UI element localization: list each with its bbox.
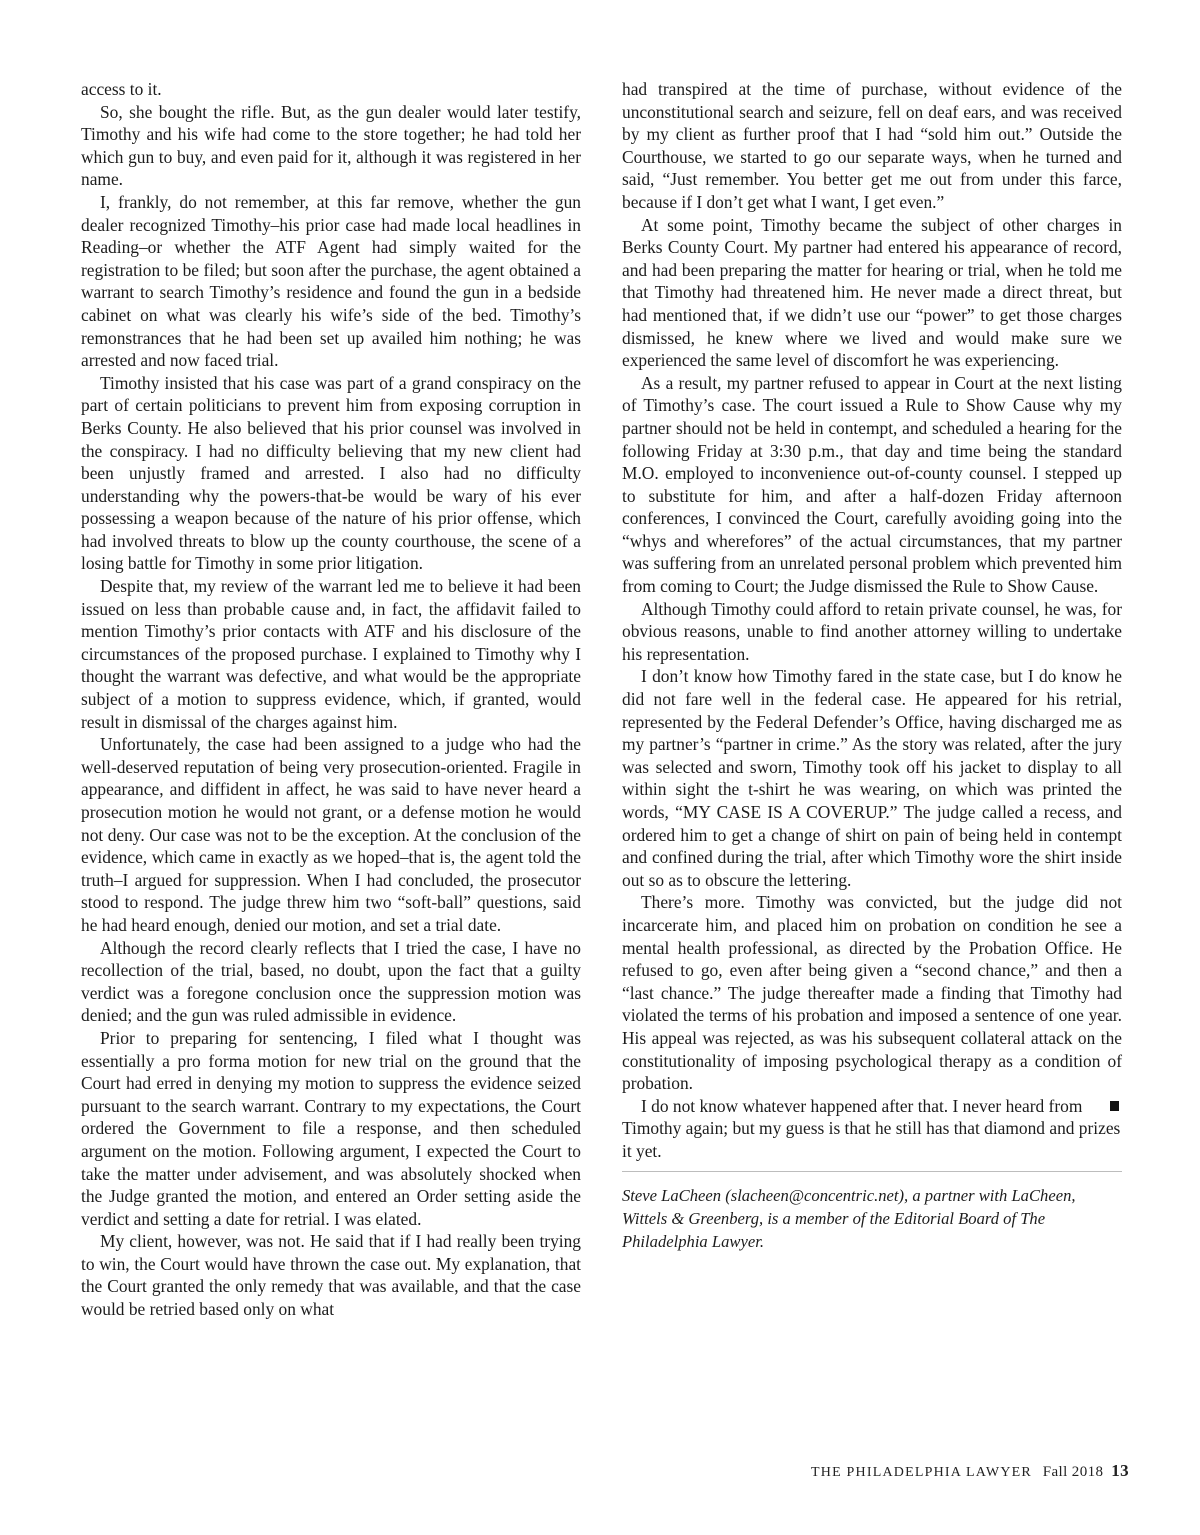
paragraph: As a result, my partner refused to appear in Court at the next listing of Timothy’s case. The court issued a Rule to Show Cause why my partner should not be held in contempt, and scheduled a hearing for the following Friday at 3:30 p.m., that day and time being the standard M.O. employed to inconvenience out-of-county counsel. I stepped up to substitute for him, and after a half-dozen Friday afternoon conferences, I convinced the Court, carefully avoiding going into the “whys and wherefores” of the actual circumstances, that my partner was suffering from an unrelated personal problem which prevented him from coming to Court; the Judge dismissed the Rule to Show Cause. [622,372,1122,597]
paragraph: So, she bought the rifle. But, as the gun dealer would later testify, Timothy and his wife had come to the store together; he had told her which gun to buy, and even paid for it, although it was registered in her name. [81,101,581,190]
page-number: 13 [1111,1461,1129,1480]
closing-text: I do not know whatever happened after that. I never heard from Timothy again; but my guess is that he still has that diamond and prizes it yet. [622,1095,1121,1161]
paragraph: My client, however, was not. He said that if I had really been trying to win, the Court would have thrown the case out. My explanation, that the Court granted the only remedy that was available, and that the case would be retried based only on what [81,1231,581,1320]
end-of-article-mark [1110,1101,1119,1111]
right-column [622,78,1122,1253]
paragraph: Although Timothy could afford to retain private counsel, he was, for obvious reasons, unable to find another attorney willing to undertake his representation. [622,598,1122,664]
publication-name: THE PHILADELPHIA LAWYER [811,1465,1032,1480]
paragraph: At some point, Timothy became the subject of other charges in Berks County Court. My partner had entered his appearance of record, and had been preparing the matter for hearing or trial, when he told me that Timothy had threatened him. He never made a direct threat, but had mentioned that, if we didn’t use our “power” to get those charges dismissed, he knew where we lived and would make sure we experienced the same level of discomfort he was experiencing. [622,214,1122,371]
paragraph: There’s more. Timothy was convicted, but the judge did not incarcerate him, and placed him on probation on condition he see a mental health professional, as directed by the Probation Office. He refused to go, even after being given a “second chance,” and then a “last chance.” The judge thereafter made a finding that Timothy had violated the terms of his probation and imposed a sentence of one year. His appeal was rejected, as was his subsequent collateral attack on the constitutionality of imposing psychological therapy as a condition of probation. [622,892,1122,1094]
paragraph: Although the record clearly reflects that I tried the case, I have no recollection of the trial, based, no doubt, upon the fact that a guilty verdict was a foregone conclusion once the suppression motion was denied; and the gun was ruled admissible in evidence. [81,937,581,1026]
author-bio: Steve LaCheen (slacheen@concentric.net), a partner with LaCheen, Wittels & Greenberg, is a member of the Editorial Board of The Philadelphia Lawyer. [622,1185,1076,1251]
paragraph: Despite that, my review of the warrant led me to believe it had been issued on less than probable cause and, in fact, the affidavit failed to mention Timothy’s prior contacts with ATF and his disclosure of the circumstances of the proposed purchase. I explained to Timothy why I thought the warrant was defective, and what would be the appropriate subject of a motion to suppress evidence, which, if granted, would result in dismissal of the charges against him. [81,576,581,732]
paragraph: Timothy insisted that his case was part of a grand conspiracy on the part of certain politicians to prevent him from exposing corruption in Berks County. He also believed that his prior counsel was involved in the conspiracy. I had no difficulty believing that my new client had been unjustly framed and arrested. I also had no difficulty understanding why the powers-that-be would be wary of his ever possessing a weapon because of the nature of his prior offense, which had involved threats to blow up the county courthouse, the scene of a losing battle for Timothy in some prior litigation. [81,372,581,574]
paragraph: Prior to preparing for sentencing, I filed what I thought was essentially a pro forma motion for new trial on the ground that the Court had erred in denying my motion to suppress the evidence seized pursuant to the search warrant. Contrary to my expectations, the Court ordered the Government to file a response, and then scheduled argument on the motion. Following argument, I expected the Court to take the matter under advisement, and was absolutely shocked when the Judge granted the motion, and entered an Order setting aside the verdict and setting a date for retrial. I was elated. [81,1027,581,1229]
paragraph: access to it. [81,79,162,99]
paragraph: Unfortunately, the case had been assigned to a judge who had the well-deserved reputation of being very prosecution-oriented. Fragile in appearance, and diffident in affect, he was said to have never heard a prosecution motion he would not grant, or a defense motion he would not deny. Our case was not to be the exception. At the conclusion of the evidence, which came in exactly as we hoped–that is, the agent told the truth–I argued for suppression. When I had concluded, the prosecutor stood to respond. The judge threw him two “soft-ball” questions, said he had heard enough, denied our motion, and set a trial date. [81,734,581,935]
paragraph: had transpired at the time of purchase, without evidence of the unconstitutional search and seizure, fell on deaf ears, and was received by my client as further proof that I had “sold him out.” Outside the Courthouse, we started to go our separate ways, when he turned and said, “Just remember. You better get me out from under this farce, because if I don’t get what I want, I get even.” [622,79,1122,212]
closing-paragraph [622,1095,1122,1163]
paragraph: I, frankly, do not remember, at this far remove, whether the gun dealer recognized Timothy–his prior case had made local headlines in Reading–or whether the ATF Agent had simply waited for the registration to be filed; but soon after the purchase, the agent obtained a warrant to search Timothy’s residence and found the gun in a bedside cabinet on what was clearly his wife’s side of the bed. Timothy’s remonstrances that he had been set up availed him nothing; he was arrested and now faced trial. [81,191,581,371]
page-footer [811,1461,1129,1481]
left-column [81,78,581,1321]
issue-date: Fall 2018 [1042,1464,1104,1480]
paragraph: I don’t know how Timothy fared in the state case, but I do know he did not fare well in the federal case. He appeared for his retrial, represented by the Federal Defender’s Office, having discharged me as my partner’s “partner in crime.” As the story was related, after the jury was selected and sworn, Timothy took off his jacket to display to all within sight the t-shirt he was wearing, on which was printed the words, “MY CASE IS A COVERUP.” The judge called a recess, and ordered him to get a change of shirt on pain of being held in contempt and confined during the trial, after which Timothy wore the shirt inside out so as to obscure the lettering. [622,666,1122,890]
divider [622,1171,1122,1172]
